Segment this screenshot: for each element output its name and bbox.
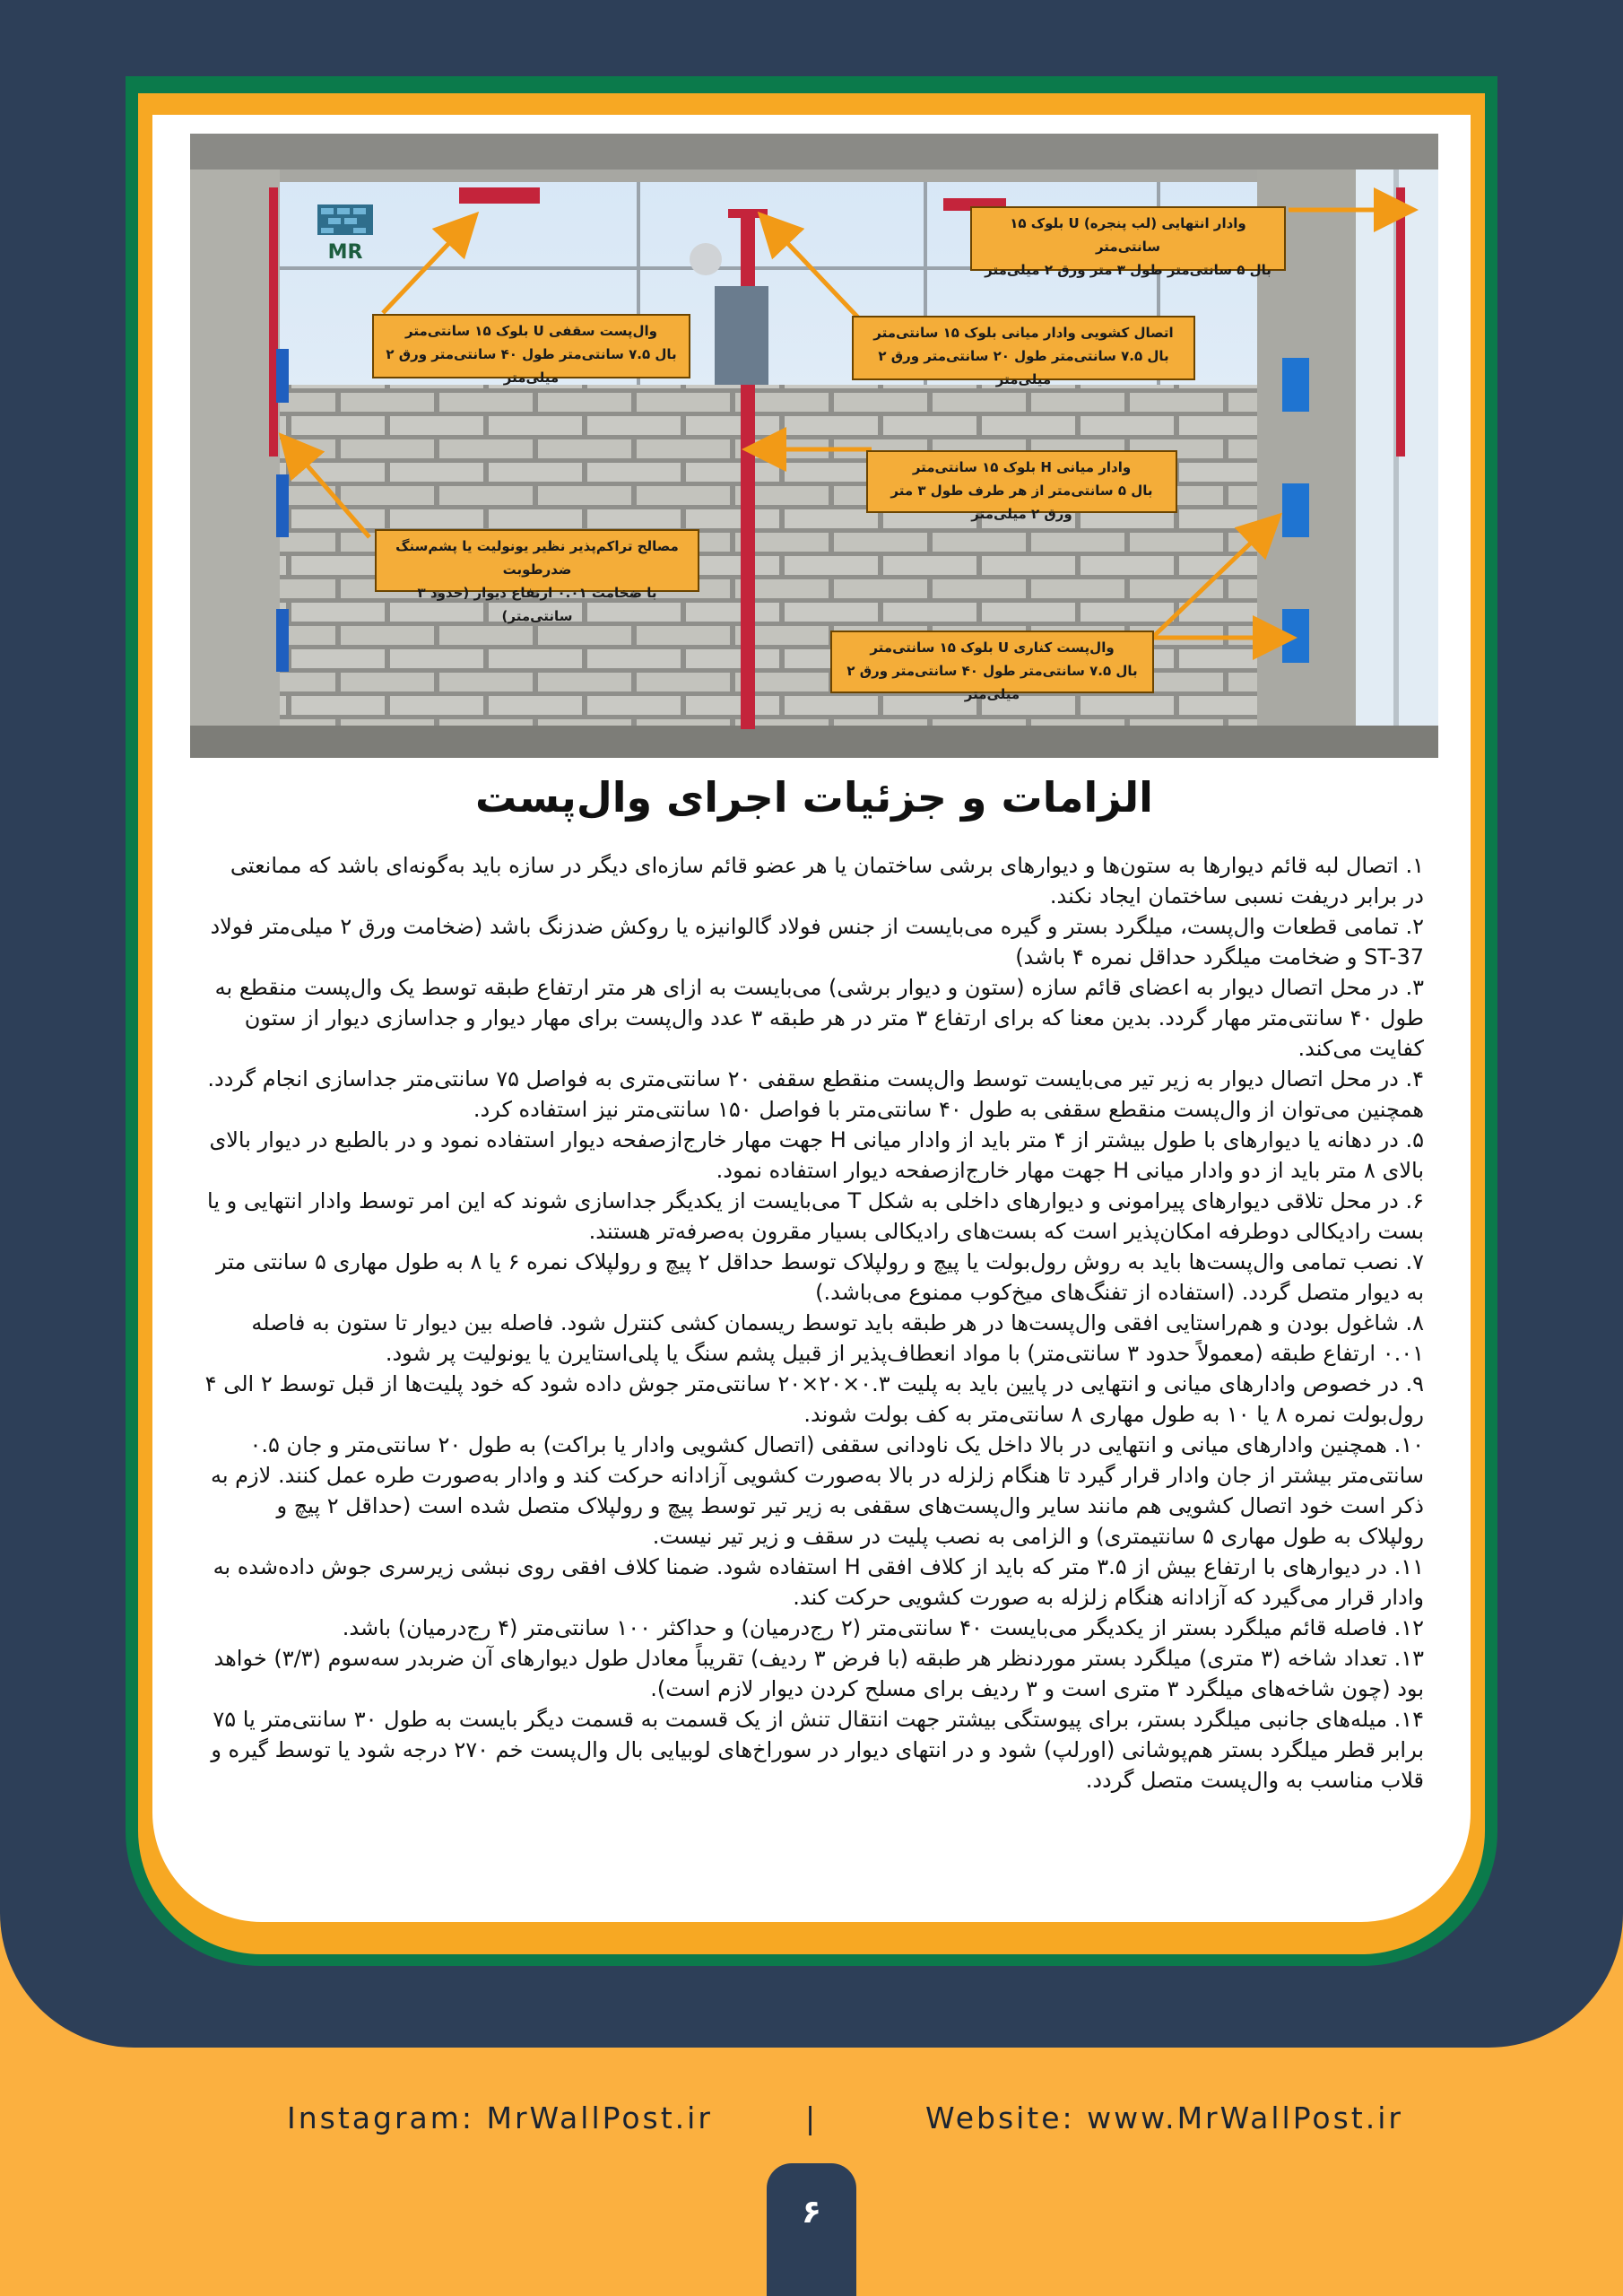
callout-compressible-material <box>375 529 699 624</box>
callout-line2: بال ۷.۵ سانتی‌متر طول ۴۰ سانتی‌متر ورق ۲ میلی‌متر <box>846 663 1138 702</box>
footer-separator: | <box>805 2100 819 2135</box>
callout-middle-post <box>866 450 1177 522</box>
list-item: ۱۱. در دیوارهای با ارتفاع بیش از ۳.۵ متر که باید از کلاف افقی H استفاده شود. ضمنا کلاف افقی روی نبشی زیرسری جوش داده‌شده به وادار قرار می‌گیرد که آزادانه هنگام زلزله به صورت کشویی حرکت کند. <box>213 1554 1424 1610</box>
page-number: ۶ <box>767 2163 856 2296</box>
instagram-link[interactable]: Instagram: MrWallPost.ir <box>287 2100 713 2135</box>
list-item: ۱۲. فاصله قائم میلگرد بستر از یکدیگر می‌بایست ۴۰ سانتی‌متر (۲ رج‌درمیان) و حداکثر ۱۰۰ سانتی‌متر (۴ رج‌درمیان) باشد. <box>342 1615 1424 1640</box>
callout-sliding-connection <box>852 316 1195 387</box>
list-item: ۶. در محل تلاقی دیوارهای پیرامونی و دیوارهای داخلی به شکل T می‌بایست از یکدیگر جداسازی شوند که این امر توسط وادار انتهایی و یا بست رادیکالی دوطرفه امکان‌پذیر است که بست‌های رادیکالی بسیار مقرون به‌صرفه‌تر هستند. <box>207 1188 1424 1244</box>
callout-end-post <box>970 206 1286 278</box>
callout-line1: وادار انتهایی (لب پنجره) U بلوک ۱۵ سانتی‌متر <box>1010 215 1246 255</box>
list-item: ۵. در دهانه یا دیوارهای با طول بیشتر از ۴ متر باید از وادار میانی H جهت مهار خارج‌ازصفحه دیوار استفاده نمود و در بالطبع در دیوار بالای بالای ۸ متر باید از دو وادار میانی H جهت مهار خارج‌ازصفحه دیوار استفاده نمود. <box>209 1127 1424 1183</box>
list-item: ۱۳. تعداد شاخه (۳ متری) میلگرد بستر موردنظر هر طبقه (با فرض ۳ ردیف) تقریباً معادل طول دیوارهای آن ضربدر سه‌سوم (۳/۳) خواهد بود (چون شاخه‌های میلگرد ۳ متری است و ۳ ردیف برای مسلح کردن دیوار لازم است). <box>213 1646 1424 1701</box>
list-item: ۳. در محل اتصال دیوار به اعضای قائم سازه (ستون و دیوار برشی) می‌بایست به ازای هر متر ارتفاع طبقه توسط یک وال‌پست منقطع به طول ۴۰ سانتی‌متر مهار گردد. بدین معنا که برای ارتفاع ۳ متر در هر طبقه ۳ عدد وال‌پست برای مهار دیوار و جداسازی دیوار از ستون کفایت می‌کند. <box>214 975 1424 1061</box>
list-item: ۱. اتصال لبه قائم دیوارها به ستون‌ها و دیوارهای برشی ساختمان یا هر عضو قائم سازه‌ای دیگر در سازه باید به‌گونه‌ای باشد که ممانعتی در برابر دریفت نسبی ساختمان ایجاد نکند. <box>230 853 1424 909</box>
callout-line1: اتصال کشویی وادار میانی بلوک ۱۵ سانتی‌متر <box>873 325 1174 341</box>
requirements-list <box>204 850 1424 1882</box>
callout-ceiling-wallpost <box>372 314 690 386</box>
callout-line2: بال ۵ سانتی‌متر از هر طرف طول ۳ متر ورق ۲ میلی‌متر <box>890 483 1153 522</box>
callout-line2: با ضخامت ۰.۰۱ ارتفاع دیوار (حدود ۳ سانتی‌متر) <box>417 585 657 624</box>
list-item: ۲. تمامی قطعات وال‌پست، میلگرد بستر و گیره می‌بایست از جنس فولاد گالوانیزه یا روکش ضدزنگ باشد (ضخامت ورق ۲ میلی‌متر فولاد ST-37 و ضخامت میلگرد حداقل نمره ۴ باشد) <box>210 914 1424 970</box>
list-item: ۱۴. میله‌های جانبی میلگرد بستر، برای پیوستگی بیشتر جهت انتقال تنش از یک قسمت به قسمت دیگر بایست به طول ۳۰ سانتی‌متر یا ۷۵ برابر قطر میلگرد بستر هم‌پوشانی (اورلپ) شود و در انتهای دیوار در سوراخ‌های لوبیایی بال وال‌پست خم ۲۷۰ درجه شود یا توسط گیره و قلاب مناسب به وال‌پست متصل گردد. <box>211 1707 1424 1793</box>
callout-line2: بال ۷.۵ سانتی‌متر طول ۴۰ سانتی‌متر ورق ۲ میلی‌متر <box>386 346 677 386</box>
page-title: الزامات و جزئیات اجرای وال‌پست <box>475 773 1153 822</box>
list-item: ۸. شاغول بودن و هم‌راستایی افقی وال‌پست‌ها در هر طبقه باید توسط ریسمان کشی کنترل شود. فاصله بین دیوار تا ستون به فاصله ۰.۰۱ ارتفاع طبقه (معمولاً حدود ۳ سانتی‌متر) با مواد انعطاف‌پذیر از قبیل پشم سنگ یا پلی‌استایرن یا یونولیت پر شود. <box>251 1310 1424 1366</box>
list-item: ۴. در محل اتصال دیوار به زیر تیر می‌بایست توسط وال‌پست منقطع سقفی ۲۰ سانتی‌متری به فواصل ۷۵ سانتی‌متر جداسازی انجام گردد. همچنین می‌توان از وال‌پست منقطع سقفی به طول ۴۰ سانتی‌متر با فواصل ۱۵۰ سانتی‌متر نیز استفاده کرد. <box>207 1066 1424 1122</box>
callout-line2: بال ۵ سانتی‌متر طول ۳ متر ورق ۲ میلی‌متر <box>985 262 1271 278</box>
footer <box>0 2100 1623 2145</box>
callout-side-wallpost <box>830 631 1154 702</box>
website-link[interactable]: Website: www.MrWallPost.ir <box>925 2100 1403 2135</box>
callout-line1: وال‌پست سقفی U بلوک ۱۵ سانتی‌متر <box>405 323 657 339</box>
logo-text: MR <box>327 241 363 264</box>
callout-line1: وادار میانی H بلوک ۱۵ سانتی‌متر <box>912 459 1132 475</box>
callout-line1: مصالح تراکم‌پذیر نظیر یونولیت یا پشم‌سنگ ضدرطوبت <box>395 538 679 578</box>
list-item: ۷. نصب تمامی وال‌پست‌ها باید به روش رول‌بولت یا پیچ و رولپلاک توسط حداقل ۲ پیچ و رولپلاک نمره ۶ یا ۸ به طول مهاری ۵ سانتی متر به دیوار متصل گردد. (استفاده از تفنگ‌های میخ‌کوب ممنوع می‌باشد.) <box>216 1249 1424 1305</box>
brand-logo <box>314 199 377 267</box>
callout-line1: وال‌پست کناری U بلوک ۱۵ سانتی‌متر <box>870 639 1115 656</box>
list-item: ۱۰. همچنین وادارهای میانی و انتهایی در بالا داخل یک ناودانی سقفی (اتصال کشویی وادار یا براکت) به طول ۲۰ سانتی‌متر و جان ۰.۵ سانتی‌متر بیشتر از جان وادار قرار گیرد تا هنگام زلزله در بالا به‌صورت کشویی آزادانه حرکت کند و وادار به‌صورت طره عمل کنند. لازم به ذکر است خود اتصال کشویی هم مانند سایر وال‌پست‌های سقفی به زیر تیر توسط پیچ و رولپلاک متصل شده است (حداقل ۲ پیچ و رولپلاک به طول مهاری ۵ سانتیمتری) و الزامی به نصب پلیت در سقف و زیر تیر نیست. <box>211 1432 1424 1549</box>
callout-line2: بال ۷.۵ سانتی‌متر طول ۲۰ سانتی‌متر ورق ۲ میلی‌متر <box>878 348 1169 387</box>
list-item: ۹. در خصوص وادارهای میانی و انتهایی در پایین باید به پلیت ۰.۳×۲۰×۲۰ سانتی‌متر جوش داده شود که خود پلیت‌ها از قبل توسط ۲ الی ۴ رول‌بولت نمره ۸ یا ۱۰ به طول مهاری ۸ سانتی‌متر به کف بولت شوند. <box>204 1371 1424 1427</box>
